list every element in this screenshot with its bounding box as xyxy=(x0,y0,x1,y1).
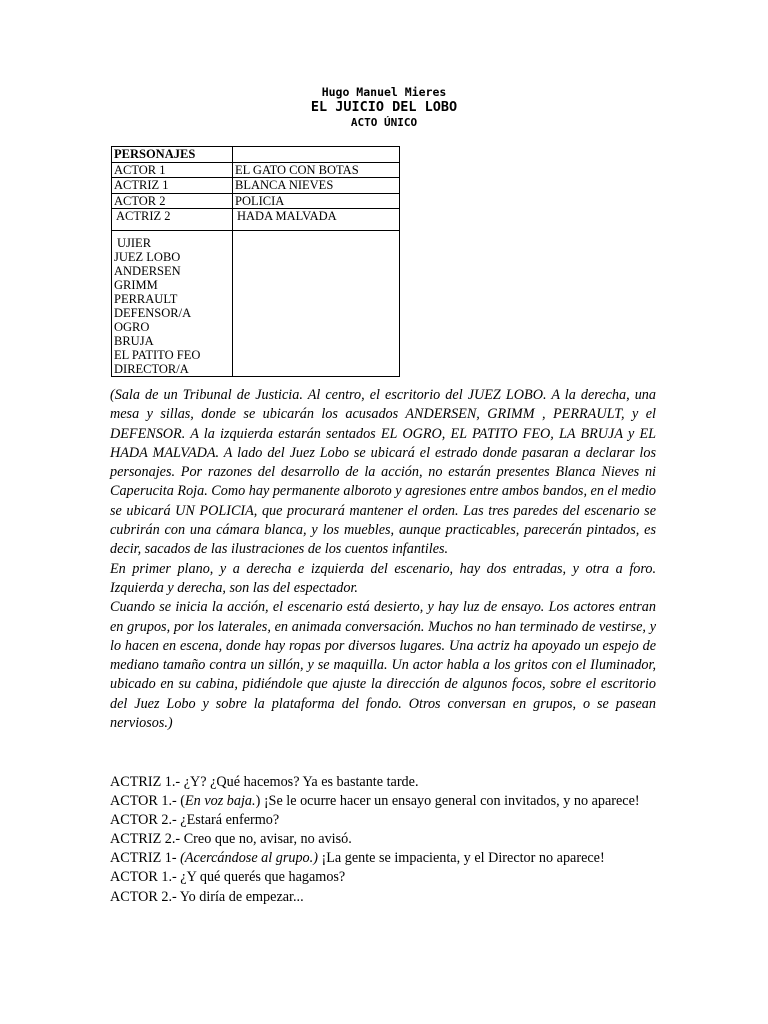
cast-heading-empty xyxy=(233,147,400,163)
table-row xyxy=(112,209,400,231)
author-name: Hugo Manuel Mieres xyxy=(321,85,447,99)
list-item: UJIER xyxy=(117,235,152,250)
line-text: ¡La gente se impacienta, y el Director no aparece! xyxy=(317,850,605,867)
empty-cell xyxy=(233,230,400,376)
character-cell: EL GATO CON BOTAS xyxy=(233,162,400,178)
stage-paragraph: Cuando se inicia la acción, el escenario está desierto, y hay luz de ensayo. Los actores entran en grupos, por los laterales, en animada conversación. Muchos no han terminado de vestirse, y lo hacen en escena, donde hay ropas por diversos lugares. Una actriz ha apoyado un espejo de mediano tamaño contra un sillón, y se maquilla. Un actor habla a los gritos con el Iluminador, ubicado en su cabina, pidiéndole que ajuste la dirección de algunos focos, sobre el escritorio del Juez Lobo y sobre la plataforma del fondo. Otros conversan en grupos, o se pasean nerviosos.) xyxy=(110,599,656,732)
list-item: BRUJA xyxy=(114,333,154,348)
dialogue-line xyxy=(110,849,656,868)
dialogue-line xyxy=(110,811,656,830)
dialogue-line xyxy=(110,868,656,887)
speaker: ACTOR 2.- xyxy=(110,888,180,905)
list-item: PERRAULT xyxy=(114,291,178,306)
list-item: GRIMM xyxy=(114,277,158,292)
line-text: ¿Y? ¿Qué hacemos? Ya es bastante tarde. xyxy=(183,774,419,790)
list-item: ANDERSEN xyxy=(114,263,181,278)
speaker: ACTOR 2.- xyxy=(110,812,181,829)
play-title: EL JUICIO DEL LOBO xyxy=(310,99,458,115)
line-text: Creo que no, avisar, no avisó. xyxy=(183,831,352,848)
dialogue-line xyxy=(110,830,656,849)
list-item: DEFENSOR/A xyxy=(114,305,192,320)
list-item: JUEZ LOBO xyxy=(114,249,181,264)
dialogue-line xyxy=(110,773,656,792)
dialogue-line xyxy=(110,888,656,907)
cast-header-row xyxy=(112,147,400,163)
character-cell: HADA MALVADA xyxy=(233,209,400,231)
dialogue xyxy=(110,773,656,907)
speaker: ACTOR 1.- xyxy=(110,869,181,886)
table-row xyxy=(112,193,400,209)
line-text: ¿Estará enfermo? xyxy=(180,812,280,829)
table-row xyxy=(112,162,400,178)
stage-paragraph: En primer plano, y a derecha e izquierda del escenario, hay dos entradas, y otra a foro. Izquierda y derecha, son las del espectador. xyxy=(110,560,656,596)
actor-cell: ACTRIZ 1 xyxy=(112,178,233,194)
act-label: ACTO ÚNICO xyxy=(350,116,418,129)
actor-cell: ACTOR 2 xyxy=(112,193,233,209)
stage-paragraph: (Sala de un Tribunal de Justicia. Al centro, el escritorio del JUEZ LOBO. A la derecha, una mesa y sillas, donde se ubicarán los acusados ANDERSEN, GRIMM , PERRAULT, y el DEFENSOR. A la izquierda estarán sentados EL OGRO, EL PATITO FEO, LA BRUJA y EL HADA MALVADA. A lado del Juez Lobo se ubicará el estrado donde pasaran a declarar los personajes. Por razones del desarrollo de la acción, no estarán presentes Blanca Nieves ni Caperucita Roja. Como hay permanente alboroto y agresiones entre ambos bandos, en el medio se ubicará UN POLICIA, que procurará mantener el orden. Las tres paredes del escenario se cubrirán con una cámara blanca, y los muebles, aunque practicables, parecerán pintados, es decir, sacados de las ilustraciones de los cuentos infantiles. xyxy=(110,387,656,558)
cast-table xyxy=(111,146,400,377)
speaker: ACTRIZ 1- xyxy=(110,850,181,867)
table-row xyxy=(112,230,400,376)
speaker: ACTRIZ 1.- xyxy=(110,774,184,790)
dialogue-line xyxy=(110,792,656,811)
character-cell: BLANCA NIEVES xyxy=(233,178,400,194)
line-text: ¿Y qué querés que hagamos? xyxy=(180,869,346,886)
character-cell: POLICIA xyxy=(233,193,400,209)
direction: (Acercándose al grupo.) xyxy=(180,850,318,867)
speaker: ACTRIZ 2.- xyxy=(110,831,184,848)
list-item: OGRO xyxy=(114,319,150,334)
other-characters-cell xyxy=(112,230,233,376)
actor-cell: ACTOR 1 xyxy=(112,162,233,178)
direction: En voz baja. xyxy=(185,793,256,810)
cast-heading: PERSONAJES xyxy=(112,147,233,163)
list-item: EL PATITO FEO xyxy=(114,347,201,362)
list-item: DIRECTOR/A xyxy=(114,361,189,376)
actor-cell: ACTRIZ 2 xyxy=(112,209,233,231)
line-text: ) ¡Se le ocurre hacer un ensayo general con invitados, y no aparece! xyxy=(255,793,640,810)
line-text: Yo diría de empezar... xyxy=(179,888,304,905)
stage-directions xyxy=(110,386,656,733)
speaker: ACTOR 1.- ( xyxy=(110,793,186,810)
table-row xyxy=(112,178,400,194)
